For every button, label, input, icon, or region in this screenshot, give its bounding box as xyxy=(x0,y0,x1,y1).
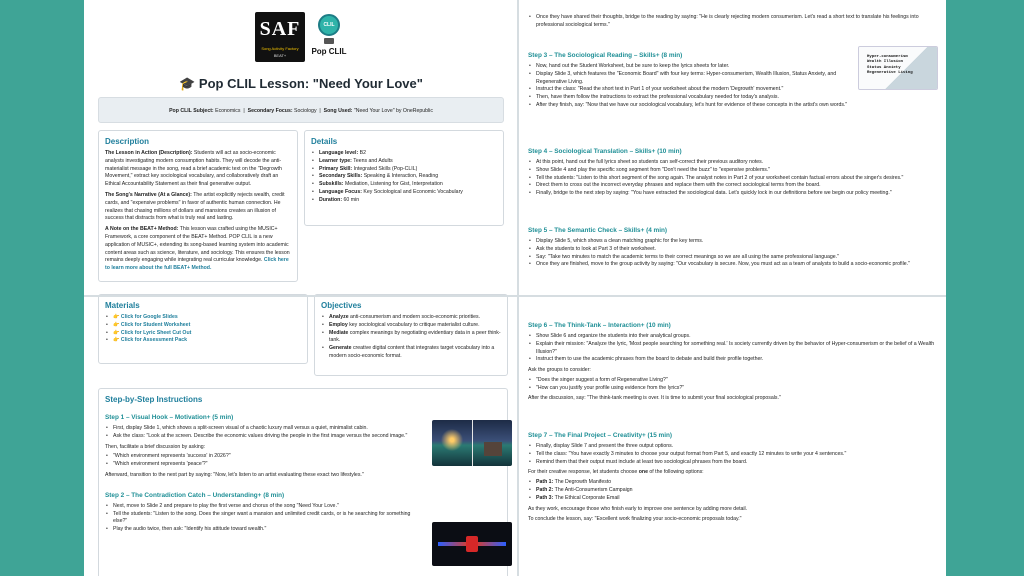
materials-card xyxy=(98,294,308,364)
step2-slide-thumbnail xyxy=(432,522,512,566)
p1-label: The Lesson in Action (Description): xyxy=(105,150,193,156)
step1-section xyxy=(105,414,423,480)
waveform-left xyxy=(438,542,466,546)
step2-title: Step 2 – The Contradiction Catch – Understanding+ (8 min) xyxy=(105,491,285,499)
materials-item[interactable] xyxy=(105,314,301,322)
details-item xyxy=(311,158,497,166)
step6-questions xyxy=(528,377,938,393)
page-bottom-right xyxy=(518,296,946,576)
pop-clil-label: Pop CLIL xyxy=(311,47,347,56)
bulb-base-icon xyxy=(324,38,334,44)
cabin-shape xyxy=(484,442,502,456)
objective-text: creative digital content that integrates target vocabulary into a modern socio-economic format. xyxy=(329,345,495,359)
step6-list xyxy=(528,333,938,364)
p2-text: The artist explicitly rejects wealth, credit cards, and "expensive problems" in favor of authentic human connection. He realizes that chasing millions of dollars and mansions creates an illusion of success that distracts from what is truly real and lasting. xyxy=(105,191,285,222)
objectives-card xyxy=(314,294,508,376)
step1-bullet: • Ask the class: "Look at the screen. Describe the economic values driving the people in the first image versus the second image." xyxy=(105,433,423,441)
step1-slide-thumbnail xyxy=(432,420,512,466)
objective-item xyxy=(321,345,501,361)
bulb-text: CLIL xyxy=(323,22,335,28)
waveform-right xyxy=(478,542,506,546)
step3-bullet: • Now, hand out the Student Worksheet, but be sure to keep the lyrics sheets for later. xyxy=(528,63,858,71)
objective-item xyxy=(321,322,501,330)
pointing-hand-icon: 👉 xyxy=(113,314,120,320)
path-label: Path 2: xyxy=(536,486,554,493)
path-item xyxy=(528,479,938,487)
saf-logo xyxy=(255,12,305,62)
play-icon xyxy=(466,536,478,552)
step1-questions xyxy=(105,453,423,469)
path-label: Path 1: xyxy=(536,479,554,486)
pointing-hand-icon: 👉 xyxy=(113,337,120,344)
secondary-value: Sociology xyxy=(294,108,317,114)
description-p3 xyxy=(105,226,291,273)
song-value: "Need Your Love" by OneRepublic xyxy=(353,108,433,114)
details-list xyxy=(311,150,497,205)
details-item xyxy=(311,150,497,158)
step3-bullet: • Then, have them follow the instructions to extract the professional vocabulary needed for today's analysis. xyxy=(528,94,858,102)
step5-bullet: • Ask the students to look at Part 3 of their worksheet. xyxy=(528,246,938,254)
step2-list xyxy=(105,503,423,534)
step6-title: Step 6 – The Think-Tank – Interaction+ (10 min) xyxy=(528,322,671,329)
step4-title: Step 4 – Sociological Translation – Skills+ (10 min) xyxy=(528,148,682,155)
lyric-sheet-link[interactable]: Click for Lyric Sheet Cut Out xyxy=(120,329,192,336)
saf-letters: SAF xyxy=(259,18,301,40)
step7-title: Step 7 – The Final Project – Creativity+ (15 min) xyxy=(528,432,673,439)
step3-title: Step 3 – The Sociological Reading – Skills+ (8 min) xyxy=(528,52,683,59)
step7-lead-a: For their creative response, let students choose xyxy=(528,469,639,476)
step6-bullet: • Explain their mission: "Analyze the lyric, 'Most people searching for something real.' Is society currently driven by the behavior of Hyper-consumerism or the belief of a Wealth Illusion?" xyxy=(528,341,938,357)
page-gutter-vertical xyxy=(517,0,519,576)
path-value: The Degrowth Manifesto xyxy=(554,479,612,486)
lesson-title: Pop CLIL Lesson: "Need Your Love" xyxy=(198,76,423,91)
objectives-list xyxy=(321,314,501,361)
step4-bullet: • At this point, hand out the full lyrics sheet so students can self-correct their previous auditory notes. xyxy=(528,159,938,167)
details-item xyxy=(311,197,497,205)
meta-bar: Pop CLIL Subject: Economics | Secondary Focus: Sociology | Song Used: "Need Your Love" by OneRepublic xyxy=(98,97,504,123)
step4-bullet: • Tell the students: "Listen to this short segment of the song again. The analyst notes in Part 2 of your worksheet contain factual errors about the singer's desires." xyxy=(528,175,938,183)
step5-list xyxy=(528,238,938,269)
step6-question: • "How can you justify your profile using evidence from the lyrics?" xyxy=(528,385,938,393)
step1-after: Afterward, transition to the next part by saying: "Now, let's listen to an artist evaluating these exact two lifestyles." xyxy=(105,471,364,478)
details-card xyxy=(304,130,504,226)
step6-bullet: • Show Slide 6 and organize the students into their analytical groups. xyxy=(528,333,938,341)
assessment-pack-link[interactable]: Click for Assessment Pack xyxy=(120,337,188,344)
step2-section xyxy=(105,492,423,534)
objective-text: complex meanings by negotiating evidentiary data in a peer think-tank. xyxy=(329,329,501,344)
detail-value: Integrated Skills (Pop-CLIL) xyxy=(353,165,418,172)
step7-list xyxy=(528,443,938,466)
secondary-label: Secondary Focus: xyxy=(247,108,293,114)
step3-slide-thumbnail xyxy=(858,46,938,90)
details-heading: Details xyxy=(311,137,338,146)
step7-paths xyxy=(528,479,938,502)
step5-bullet: • Once they are finished, move to the group activity by saying: "Our vocabulary is secure. Now, you must act as a team of analysts to build a socio-economic profile." xyxy=(528,261,938,269)
detail-label: Primary Skill: xyxy=(319,165,353,172)
step1-title: Step 1 – Visual Hook – Motivation+ (5 min) xyxy=(105,414,234,421)
page-title xyxy=(84,76,518,92)
page-gutter-horizontal xyxy=(84,295,946,297)
graduation-cap-icon: 🎓 xyxy=(179,76,196,91)
objective-item xyxy=(321,314,501,322)
step5-section xyxy=(528,227,938,269)
intro-list xyxy=(528,14,936,30)
mall-lights xyxy=(438,428,466,452)
step3-bullet: • Display Slide 3, which features the "Economic Board" with four key terms: Hyper-consumerism, Wealth Illusion, Status Anxiety, and Regenerative Living. xyxy=(528,71,858,87)
song-label: Song Used: xyxy=(323,108,353,114)
subject-label: Pop CLIL Subject: xyxy=(169,108,214,114)
materials-item[interactable] xyxy=(105,322,301,330)
detail-label: Subskills: xyxy=(319,181,344,188)
path-item xyxy=(528,495,938,503)
page-top-left xyxy=(84,0,518,296)
step1-bullet: • First, display Slide 1, which shows a split-screen visual of a chaotic luxury mall versus a quiet, minimalist cabin. xyxy=(105,425,423,433)
description-p2 xyxy=(105,192,291,223)
step7-section xyxy=(528,432,938,524)
intro-bullet: • Once they have shared their thoughts, bridge to the reading by saying: "He is clearly rejecting modern consumerism. Let's read a short text to translate his feelings into professional sociological terms." xyxy=(528,14,936,30)
description-heading: Description xyxy=(105,137,150,146)
pop-clil-logo xyxy=(310,12,350,62)
step7-bullet: • Tell the class: "You have exactly 3 minutes to choose your output format from Part 5, and exactly 12 minutes to write your 4 sentences." xyxy=(528,451,938,459)
objective-verb: Mediate xyxy=(329,329,349,336)
step4-bullet: • Finally, bridge to the next step by saying: "You have extracted the sociological data. Let's quickly lock in our definitions before we begin our policy meeting." xyxy=(528,190,938,198)
step6-bullet: • Instruct them to use the academic phrases from the board to debate and build their profile together. xyxy=(528,356,938,364)
page-top-right xyxy=(518,0,946,296)
step5-bullet: • Display Slide 5, which shows a clean matching graphic for the key terms. xyxy=(528,238,938,246)
detail-value: Key Sociological and Economic Vocabulary xyxy=(363,188,463,195)
step3-section xyxy=(528,52,858,110)
materials-heading: Materials xyxy=(105,301,140,310)
beat-method-link[interactable]: Click here to learn more about the full BEAT+ Method. xyxy=(105,257,289,272)
step7-p2: To conclude the lesson, say: "Excellent work finalizing your socio-economic proposals today." xyxy=(528,516,742,523)
p1-text: Students will act as socio-economic analysts investigating modern consumption habits. They will decode the anti-materialist message in the song, read a brief academic text on the "Degrowth Movement," extract key sociological vocabulary, and collaboratively draft an Ethical Accountability Statement as their final generative output. xyxy=(105,150,282,188)
materials-item[interactable] xyxy=(105,337,301,345)
details-item xyxy=(311,181,497,189)
step6-section xyxy=(528,322,938,402)
details-item xyxy=(311,189,497,197)
detail-value: 60 min xyxy=(343,196,360,203)
step5-bullet: • Say: "Take two minutes to match the academic terms to their correct meanings so we are all using the same professional language." xyxy=(528,254,938,262)
step4-bullet: • Direct them to cross out the incorrect everyday phrases and replace them with the correct sociological terms from the board. xyxy=(528,182,938,190)
step2-bullet: • Next, move to Slide 2 and prepare to play the first verse and chorus of the song "Need Your Love." xyxy=(105,503,423,511)
google-slides-link[interactable]: Click for Google Slides xyxy=(120,314,178,320)
details-item xyxy=(311,173,497,181)
detail-label: Learner type: xyxy=(319,157,352,164)
step3-bullet: • After they finish, say: "Now that we have our sociological vocabulary, let's hunt for evidence of these concepts in the artist's own words." xyxy=(528,102,858,110)
detail-value: Speaking & Interaction, Reading xyxy=(363,173,439,180)
step7-p1: As they work, encourage those who finish early to improve one sentence by adding more detail. xyxy=(528,505,748,512)
subject-value: Economics xyxy=(215,108,241,114)
objective-text: anti-consumerism and modern socio-economic priorities. xyxy=(348,314,481,320)
materials-list xyxy=(105,314,301,345)
objective-verb: Generate xyxy=(329,345,352,352)
step7-lead-c: of the following options: xyxy=(647,469,704,476)
step1-list xyxy=(105,425,423,441)
detail-label: Language Focus: xyxy=(319,188,362,195)
objective-verb: Analyze xyxy=(329,314,349,320)
objectives-heading: Objectives xyxy=(321,301,362,310)
detail-label: Language level: xyxy=(319,150,359,156)
step3-thumb-text: Hyper-consumerism Wealth Illusion Status Anxiety Regenerative Living xyxy=(867,55,913,76)
step5-title: Step 5 – The Semantic Check – Skills+ (4 min) xyxy=(528,227,668,234)
step1-lead: Then, facilitate a brief discussion by asking: xyxy=(105,443,206,450)
path-value: The Ethical Corporate Email xyxy=(554,494,620,501)
p2-label: The Song's Narrative (At a Glance): xyxy=(105,191,192,198)
step2-bullet: • Play the audio twice, then ask: "Identify his attitude toward wealth." xyxy=(105,526,423,534)
objective-item xyxy=(321,330,501,346)
detail-label: Duration: xyxy=(319,196,343,203)
objective-text: key sociological vocabulary to critique materialist culture. xyxy=(347,321,480,328)
step1-question: • "Which environment represents 'success' in 2026?" xyxy=(105,453,423,461)
step6-after: After the discussion, say: "The think-tank meeting is over. It is time to submit your final sociological proposals." xyxy=(528,394,781,401)
step7-bullet: • Remind them that their output must include at least two sociological phrases from the board. xyxy=(528,459,938,467)
step7-lead-b: one xyxy=(638,469,648,476)
step4-bullet: • Show Slide 4 and play the specific song segment from "Don't need the buzz" to "expensive problems." xyxy=(528,167,938,175)
step4-list xyxy=(528,159,938,198)
step6-lead: Ask the groups to consider: xyxy=(528,367,591,374)
p3-label: A Note on the BEAT+ Method: xyxy=(105,226,179,233)
detail-value: Mediation, Listening for Gist, Interpretation xyxy=(344,181,443,188)
step6-question: • "Does the singer suggest a form of Regenerative Living?" xyxy=(528,377,938,385)
path-item xyxy=(528,487,938,495)
description-p1 xyxy=(105,150,291,189)
step7-lead xyxy=(528,469,938,477)
step7-bullet: • Finally, display Slide 7 and present the three output options. xyxy=(528,443,938,451)
details-item xyxy=(311,166,497,174)
step3-bullet: • Instruct the class: "Read the short text in Part 1 of your worksheet about the modern 'Degrowth' movement." xyxy=(528,86,858,94)
p3-text: This lesson was crafted using the MUSIC+ Framework, a core component of the BEAT+ Method. POP CLIL is a new application of MUSIC+, extending its song-based learning system into academic content areas such as science, literature, and sociology. This ensures the lesson remains deeply engaging while integrating real curricular knowledge. xyxy=(105,226,290,264)
thumb-divider xyxy=(472,420,473,466)
objective-verb: Employ xyxy=(329,321,348,328)
step2-bullet: • Tell the students: "Listen to the song. Does the singer want a mansion and unlimited credit cards, or is he searching for something else?" xyxy=(105,511,423,527)
saf-brand: BEAT+ xyxy=(273,53,287,58)
step1-question: • "Which environment represents 'peace'?" xyxy=(105,461,423,469)
step4-section xyxy=(528,148,938,198)
path-value: The Anti-Consumerism Campaign xyxy=(554,486,633,493)
saf-caption: Song Activity Factory xyxy=(261,46,299,51)
detail-value: Teens and Adults xyxy=(353,157,393,164)
step3-list xyxy=(528,63,858,110)
page-bottom-left xyxy=(84,296,518,576)
detail-label: Secondary Skills: xyxy=(319,173,363,180)
steps-heading: Step-by-Step Instructions xyxy=(105,395,203,404)
description-card xyxy=(98,130,298,282)
path-label: Path 3: xyxy=(536,494,554,501)
student-worksheet-link[interactable]: Click for Student Worksheet xyxy=(120,321,191,328)
pointing-hand-icon: 👉 xyxy=(113,329,120,336)
pointing-hand-icon: 👉 xyxy=(113,321,120,328)
detail-value: B2 xyxy=(359,150,367,156)
